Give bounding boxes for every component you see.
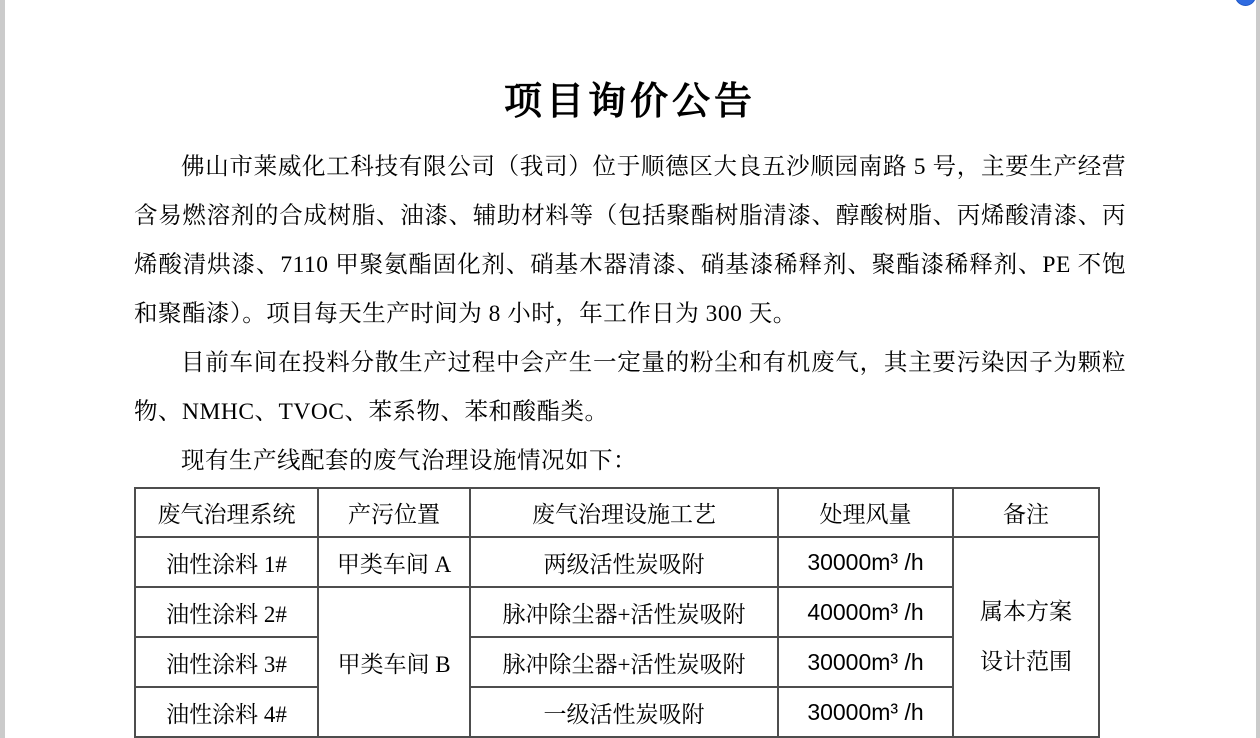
paragraph-table-lead-in: 现有生产线配套的废气治理设施情况如下： bbox=[181, 448, 637, 474]
remark-line-2: 设计范围 bbox=[980, 649, 1072, 674]
cell-airflow: 30000m³ /h bbox=[778, 687, 953, 737]
paragraph-company-intro: 佛山市莱威化工科技有限公司（我司）位于顺德区大良五沙顺园南路 5 号，主要生产经营含易燃溶剂的合成树脂、油漆、辅助材料等（包括聚酯树脂清漆、醇酸树脂、丙烯酸清漆、丙烯酸清烘漆、7110 甲聚氨酯固化剂、硝基木器清漆、硝基漆稀释剂、聚酯漆稀释剂、PE 不饱和聚酯漆）。项目每天生产时间为 8 小时，年工作日为 300 天。 bbox=[134, 154, 1126, 327]
cell-system: 油性涂料 2# bbox=[135, 587, 318, 637]
cell-airflow: 40000m³ /h bbox=[778, 587, 953, 637]
cell-system: 油性涂料 4# bbox=[135, 687, 318, 737]
cell-system: 油性涂料 1# bbox=[135, 537, 318, 587]
cell-airflow: 30000m³ /h bbox=[778, 537, 953, 587]
cell-system: 油性涂料 3# bbox=[135, 637, 318, 687]
col-header-location: 产污位置 bbox=[318, 488, 470, 537]
col-header-airflow: 处理风量 bbox=[778, 488, 953, 537]
cell-process: 两级活性炭吸附 bbox=[470, 537, 778, 587]
cell-location: 甲类车间 A bbox=[318, 537, 470, 587]
col-header-remark: 备注 bbox=[953, 488, 1099, 537]
cell-location-merged: 甲类车间 B bbox=[318, 587, 470, 737]
col-header-process: 废气治理设施工艺 bbox=[470, 488, 778, 537]
col-header-system: 废气治理系统 bbox=[135, 488, 318, 537]
remark-line-1: 属本方案 bbox=[980, 599, 1072, 624]
cell-remark-merged bbox=[953, 537, 1099, 737]
cell-process: 一级活性炭吸附 bbox=[470, 687, 778, 737]
paragraph-pollution-factors: 目前车间在投料分散生产过程中会产生一定量的粉尘和有机废气，其主要污染因子为颗粒物、NMHC、TVOC、苯系物、苯和酸酯类。 bbox=[134, 350, 1126, 425]
cell-airflow: 30000m³ /h bbox=[778, 637, 953, 687]
waste-gas-facility-table bbox=[134, 487, 1100, 738]
document-body bbox=[134, 0, 1126, 738]
cell-process: 脉冲除尘器+活性炭吸附 bbox=[470, 587, 778, 637]
table-row bbox=[135, 537, 1099, 587]
document-title: 项目询价公告 bbox=[503, 81, 756, 123]
document-page bbox=[5, 0, 1256, 738]
cell-process: 脉冲除尘器+活性炭吸附 bbox=[470, 637, 778, 687]
table-header-row bbox=[135, 488, 1099, 537]
floating-widget-button[interactable] bbox=[1235, 0, 1256, 6]
